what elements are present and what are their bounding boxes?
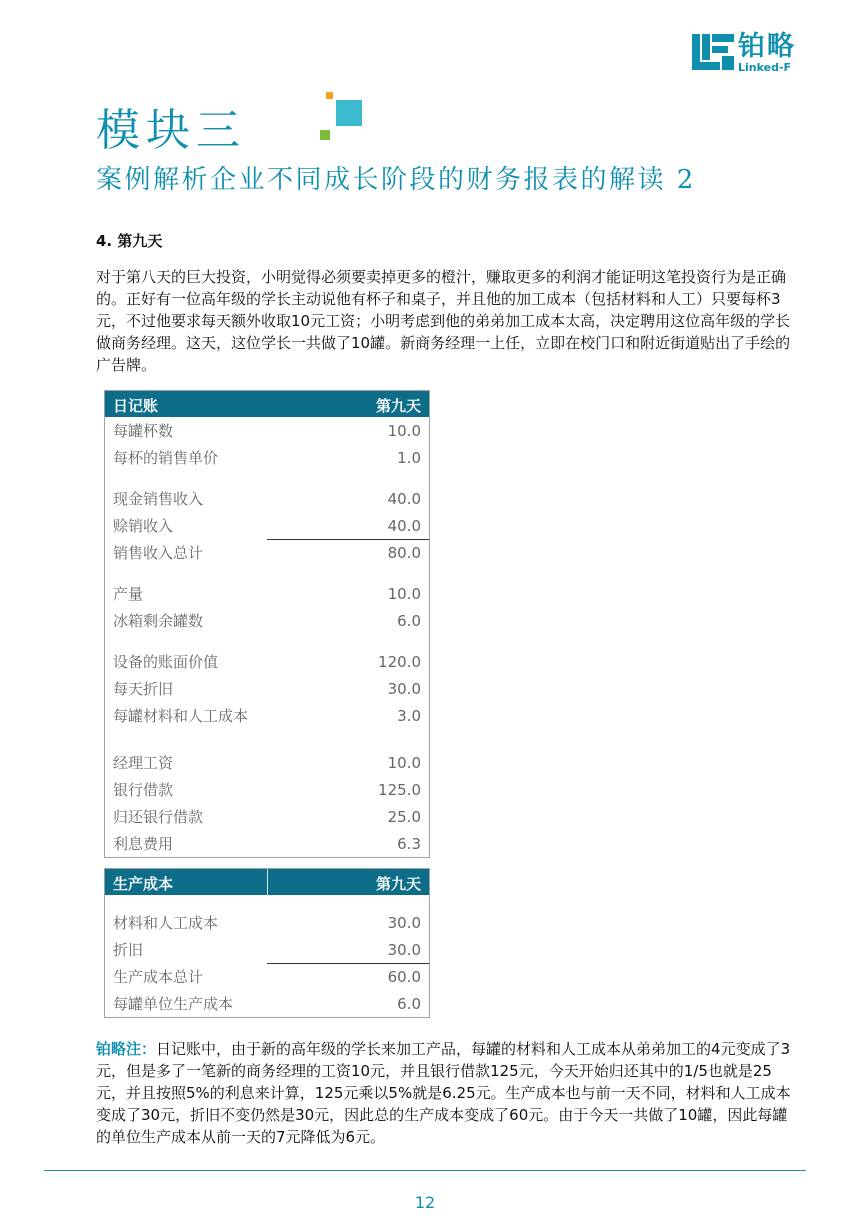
subtotal-rule (267, 963, 429, 964)
journal-header-day: 第九天 (375, 397, 421, 415)
section-heading: 4. 第九天 (96, 232, 163, 250)
brand-name-en: Linked-F (738, 61, 792, 74)
footer-divider (44, 1170, 806, 1171)
subtotal-rule (267, 539, 429, 540)
logo-mark-icon (692, 34, 734, 70)
cost-header-label: 生产成本 (113, 875, 174, 893)
journal-header-label: 日记账 (113, 397, 159, 415)
deco-square-teal (336, 100, 362, 126)
header-divider (267, 869, 268, 895)
deco-square-green (320, 130, 330, 140)
deco-square-orange (326, 92, 333, 99)
note-paragraph (96, 1038, 796, 1148)
production-cost-table: 生产成本 第九天 材料和人工成本 30.0 折旧 30.0 生产成本总计 60.0 每罐单位生产成本 6.0 (104, 868, 430, 1018)
cost-table-header (105, 869, 429, 895)
journal-table: 日记账 第九天 每罐杯数 10.0 每杯的销售单价 1.0 现金销售收入 40.0 赊销收入 40.0 销售收入总计 80.0 产量 10.0 冰箱剩余罐数 6.0 设备的账面价值 120.0 每天折旧 30.0 每罐材料和人工成本 3.0 经理工资 10.0 银行借款 125.0 归还银行借款 25.0 利息费用 6.3 (104, 390, 430, 858)
brand-logo (692, 32, 812, 72)
module-title: 模块三 (96, 105, 246, 156)
note-label: 铂略注： (96, 1040, 157, 1058)
journal-table-header (105, 391, 429, 417)
brand-name-cn: 铂略 (738, 31, 796, 62)
page-number: 12 (414, 1193, 436, 1212)
cost-header-day: 第九天 (375, 875, 421, 893)
page-subtitle: 案例解析企业不同成长阶段的财务报表的解读 2 (96, 165, 696, 195)
intro-text: 对于第八天的巨大投资，小明觉得必须要卖掉更多的橙汁，赚取更多的利润才能证明这笔投资行为是正确的。正好有一位高年级的学长主动说他有杯子和桌子，并且他的加工成本（包括材料和人工）只要每杯3元，不过他要求每天额外收取10元工资；小明考虑到他的弟弟加工成本太高，决定聘用这位高年级的学长做商务经理。这天，这位学长一共做了10罐。新商务经理一上任，立即在校门口和附近街道贴出了手绘的广告牌。 (96, 268, 791, 374)
note-text: 日记账中，由于新的高年级的学长来加工产品，每罐的材料和人工成本从弟弟加工的4元变成了3元，但是多了一笔新的商务经理的工资10元，并且银行借款125元，今天开始归还其中的1/5也就是25元，并且按照5%的利息来计算，125元乘以5%就是6.25元。生产成本也与前一天不同，材料和人工成本变成了30元，折旧不变仍然是30元，因此总的生产成本变成了60元。由于今天一共做了10罐，因此每罐的单位生产成本从前一天的7元降低为6元。 (96, 1040, 791, 1146)
intro-paragraph (96, 266, 796, 376)
